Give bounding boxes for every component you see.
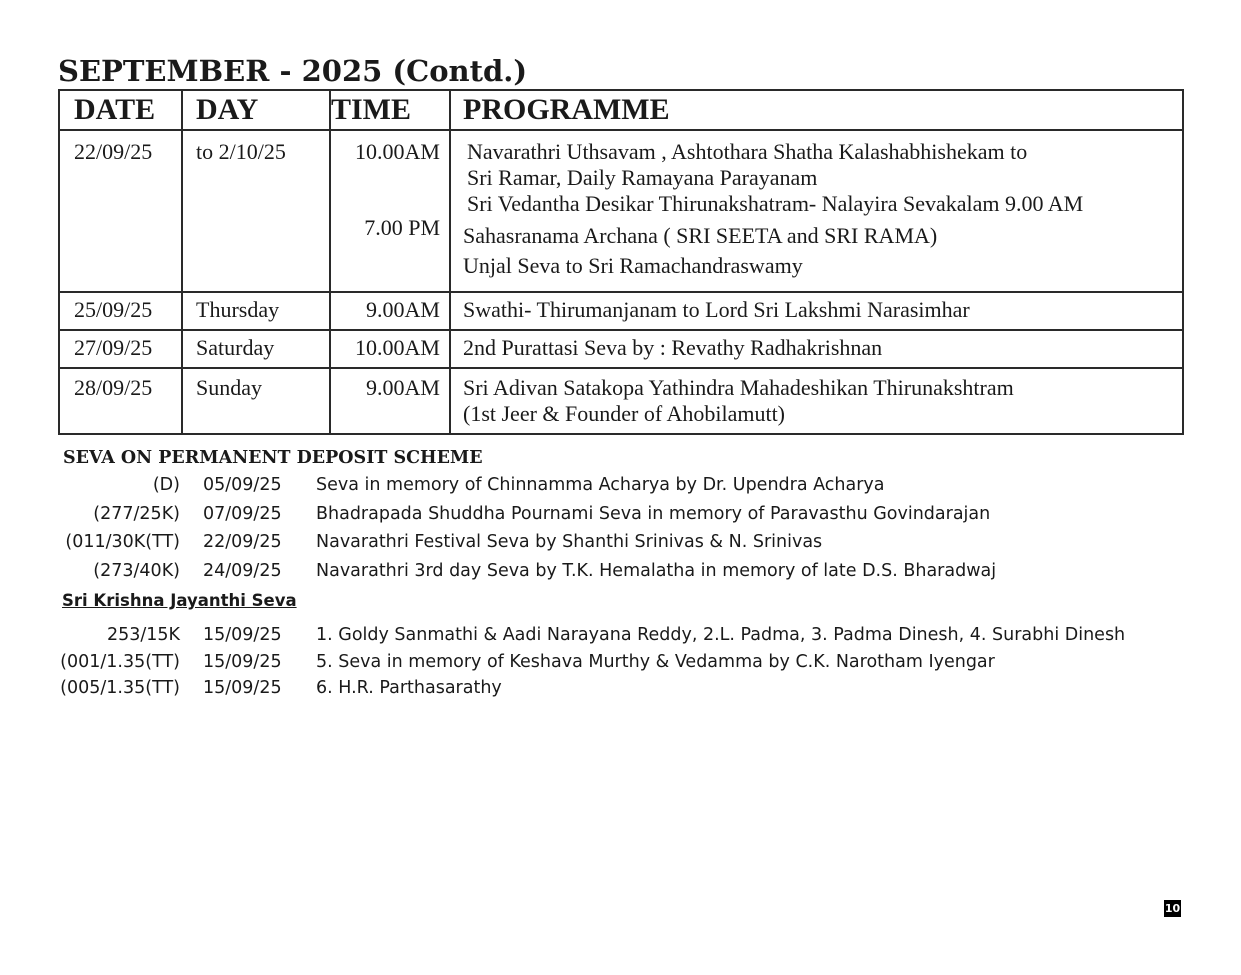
seva-description: 6. H.R. Parthasarathy — [316, 678, 502, 698]
seva-date: 24/09/25 — [203, 561, 282, 581]
list-item — [0, 473, 1241, 497]
seva-description: Seva in memory of Chinnamma Acharya by Dr. Upendra Acharya — [316, 475, 885, 495]
list-item — [0, 676, 1241, 700]
programme-line: Unjal Seva to Sri Ramachandraswamy — [463, 253, 803, 278]
seva-code: 253/15K — [106, 625, 180, 645]
row-time: 9.00AM — [330, 292, 450, 330]
list-item — [0, 623, 1241, 647]
row-programme: 2nd Purattasi Seva by : Revathy Radhakrishnan — [450, 330, 1183, 368]
row-date-text: 22/09/25 — [74, 139, 153, 164]
programme-line: Sri Adivan Satakopa Yathindra Mahadeshikan Thirunakshtram — [463, 375, 1014, 400]
seva-date: 05/09/25 — [203, 475, 282, 495]
row-time — [330, 130, 450, 292]
list-item — [0, 559, 1241, 583]
seva-code: (005/1.35(TT) — [60, 678, 180, 698]
table-header-row — [59, 90, 1183, 130]
programme-line: Sri Ramar, Daily Ramayana Parayanam — [467, 165, 818, 190]
row-time: 9.00AM — [330, 368, 450, 434]
table-row — [59, 292, 1183, 330]
row-day-text: to 2/10/25 — [196, 139, 286, 164]
row-day: Thursday — [182, 292, 330, 330]
row-date — [59, 130, 182, 292]
row-time-text: 7.00 PM — [364, 215, 440, 240]
header-time: TIME — [330, 90, 450, 130]
header-date: DATE — [59, 90, 182, 130]
row-date: 27/09/25 — [59, 330, 182, 368]
header-programme: PROGRAMME — [450, 90, 1183, 130]
seva-date: 15/09/25 — [203, 652, 282, 672]
row-day — [182, 130, 330, 292]
table-row — [59, 368, 1183, 434]
list-item — [0, 502, 1241, 526]
seva-code: (273/40K) — [93, 561, 180, 581]
table-row — [59, 330, 1183, 368]
seva-date: 15/09/25 — [203, 625, 282, 645]
seva-code: (D) — [152, 475, 180, 495]
programme-line: Sri Vedantha Desikar Thirunakshatram- Nalayira Sevakalam 9.00 AM — [467, 191, 1084, 216]
programme-schedule-table — [58, 89, 1184, 435]
list-item — [0, 650, 1241, 674]
list-item — [0, 530, 1241, 554]
row-day: Sunday — [182, 368, 330, 434]
seva-date: 22/09/25 — [203, 532, 282, 552]
row-time: 10.00AM — [330, 330, 450, 368]
table-row — [59, 130, 1183, 292]
seva-date: 07/09/25 — [203, 504, 282, 524]
page-title: SEPTEMBER - 2025 (Contd.) — [58, 54, 528, 88]
programme-line: Sahasranama Archana ( SRI SEETA and SRI RAMA) — [463, 223, 938, 248]
page-number: 10 — [1164, 902, 1181, 915]
seva-date: 15/09/25 — [203, 678, 282, 698]
seva-description: 5. Seva in memory of Keshava Murthy & Vedamma by C.K. Narotham Iyengar — [316, 652, 995, 672]
programme-line: (1st Jeer & Founder of Ahobilamutt) — [463, 401, 786, 426]
seva-description: Bhadrapada Shuddha Pournami Seva in memory of Paravasthu Govindarajan — [316, 504, 991, 524]
row-date: 28/09/25 — [59, 368, 182, 434]
programme-line: Navarathri Uthsavam , Ashtothara Shatha Kalashabhishekam to — [467, 139, 1028, 164]
seva-code: (277/25K) — [93, 504, 180, 524]
seva-code: (001/1.35(TT) — [60, 652, 180, 672]
row-time-text: 10.00AM — [355, 139, 440, 164]
seva-code: (011/30K(TT) — [65, 532, 180, 552]
header-day: DAY — [182, 90, 330, 130]
seva-description: Navarathri 3rd day Seva by T.K. Hemalatha in memory of late D.S. Bharadwaj — [316, 561, 997, 581]
row-programme — [450, 130, 1183, 292]
permanent-deposit-heading: SEVA ON PERMANENT DEPOSIT SCHEME — [63, 448, 483, 468]
row-date: 25/09/25 — [59, 292, 182, 330]
seva-description: 1. Goldy Sanmathi & Aadi Narayana Reddy, 2.L. Padma, 3. Padma Dinesh, 4. Surabhi Dinesh — [316, 625, 1126, 645]
row-programme: Swathi- Thirumanjanam to Lord Sri Lakshmi Narasimhar — [450, 292, 1183, 330]
krishna-jayanthi-heading: Sri Krishna Jayanthi Seva — [62, 591, 297, 610]
row-programme — [450, 368, 1183, 434]
seva-description: Navarathri Festival Seva by Shanthi Srinivas & N. Srinivas — [316, 532, 823, 552]
row-day: Saturday — [182, 330, 330, 368]
